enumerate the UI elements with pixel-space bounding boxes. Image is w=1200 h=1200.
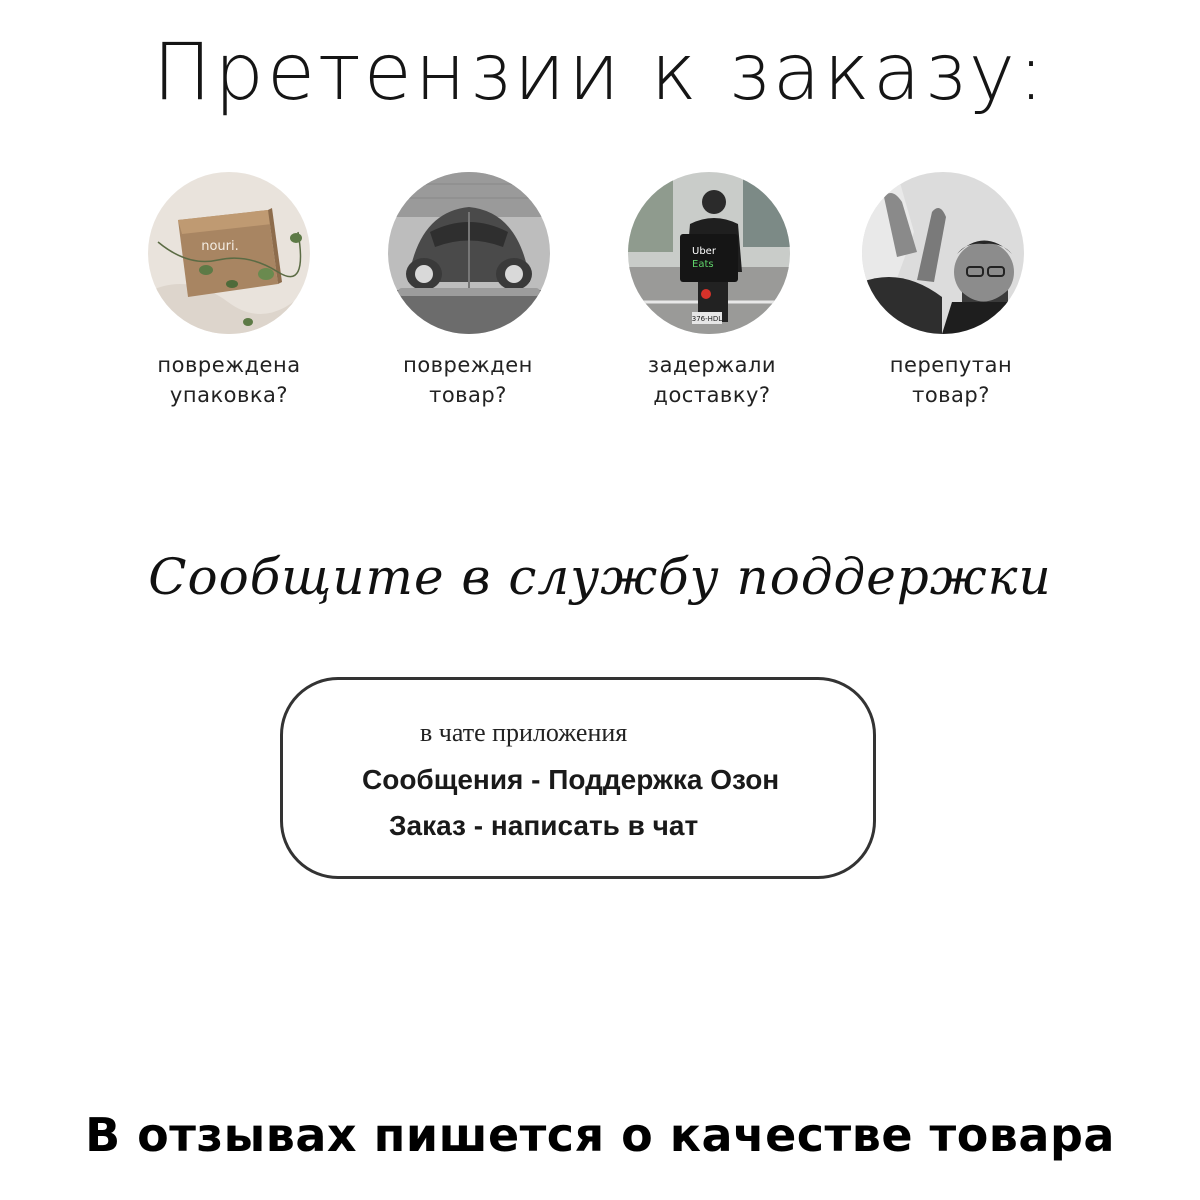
caption-line: повреждена <box>157 353 301 377</box>
page-title: Претензии к заказу: <box>152 28 1048 118</box>
damaged-car-photo <box>388 172 550 334</box>
caption-line: задержали <box>647 353 777 377</box>
caption-line: доставку? <box>653 383 771 407</box>
instructions-line-order: Заказ - написать в чат <box>389 810 699 841</box>
plate-text: 376-HDL <box>691 315 723 323</box>
caption-line: упаковка? <box>169 383 289 407</box>
caption-damaged-item <box>348 350 588 410</box>
caption-damaged-package <box>109 350 349 410</box>
delivery-courier-photo <box>628 172 790 334</box>
footer-note: В отзывах пишется о качестве товара <box>85 1108 1115 1162</box>
bag-text-1: Uber <box>692 246 716 257</box>
box-brand-text: nouri. <box>201 239 239 254</box>
caption-line: перепутан <box>889 353 1013 377</box>
support-heading: Сообщите в службу поддержки <box>148 548 1052 606</box>
caption-line: товар? <box>912 383 990 407</box>
confused-man-photo <box>862 172 1024 334</box>
caption-line: товар? <box>429 383 507 407</box>
caption-line: поврежден <box>403 353 533 377</box>
caption-delayed-delivery <box>592 350 832 410</box>
damaged-package-photo <box>148 172 310 334</box>
caption-wrong-item <box>831 350 1071 410</box>
bag-text-2: Eats <box>692 259 714 270</box>
instructions-intro: в чате приложения <box>420 718 628 747</box>
instructions-line-messages: Сообщения - Поддержка Озон <box>362 764 780 795</box>
